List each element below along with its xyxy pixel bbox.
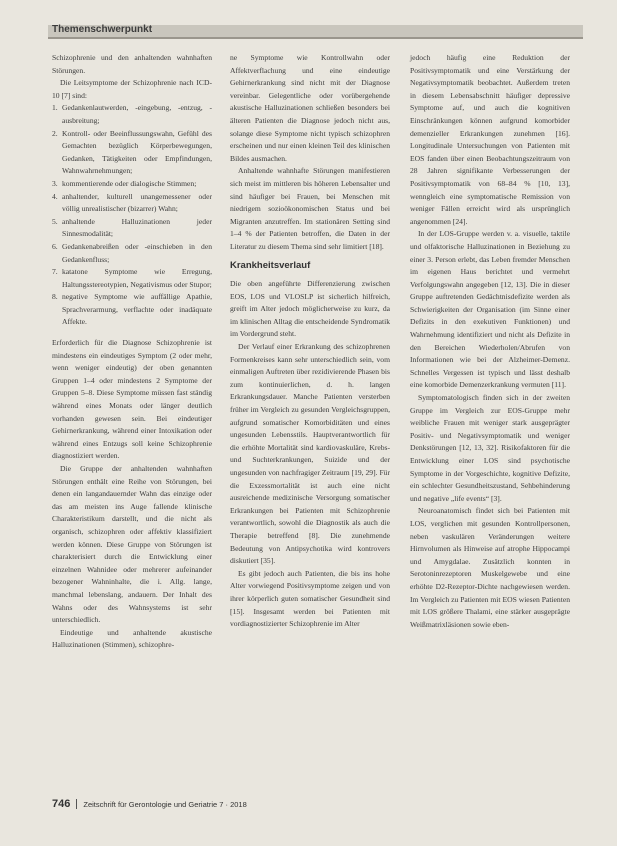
paragraph: Der Verlauf einer Erkrankung des schizophrenen Formenkreises kann sehr unterschiedlich sein, vom einmaligen Auftreten über rezidivierende Phasen bis zum kontinuierlichen, d. h. langen Erkrankungsdauer. Manche Patienten versterben früher im Vergleich zu gesunden Vergleichsgruppen, aufgrund somatischer Komorbiditäten und eines ungesunden Lebensstils. Hauptverantwortlich für die erhöhte Mortalität sind kardiovaskuläre, Krebs- und Suchterkrankungen, Suizide und der ungesunden von nachfragiger Zeitraum [19, 29]. Für die Exzessmortalität ist auch eine nicht ausreichende medizinische Versorgung somatischer Erkrankungen bei Patienten mit Schizophrenie verantwortlich, sowohl die Diagnostik als auch die Therapie betreffend [8]. Die zunehmende Bedeutung von Antipsychotika wird kontrovers diskutiert [35]. — [230, 342, 390, 566]
list-item: 1. Gedankenlautwerden, -eingebung, -entzug, -ausbreitung; — [52, 103, 212, 125]
list-item: 7. katatone Symptome wie Erregung, Haltungsstereotypien, Negativismus oder Stupor; — [52, 267, 212, 289]
list-item: 2. Kontroll- oder Beeinflussungswahn, Gefühl des Gemachten bezüglich Körperbewegungen, Gedanken, Tätigkeiten oder Empfindungen, Wahnwahrnehmungen; — [52, 128, 212, 176]
footer-divider — [76, 799, 77, 809]
paragraph: Symptomatologisch finden sich in der zweiten Gruppe im Vergleich zur EOS-Gruppe mehr weibliche Frauen mit weniger stark ausgeprägter Positiv- und Negativsymptomatik und weniger Denkstörungen [12, 13, 32]. Risikofaktoren für die Entwicklung einer LOS sind psychotische Symptome in der Vorgeschichte, kognitive Defizite, ein schlechter Gesundheitszustand, Sehbehinderung und negative „life events“ [3]. — [410, 393, 570, 503]
text-column-3 — [410, 52, 570, 631]
list-item: 4. anhaltender, kulturell unangemessener oder völlig unrealistischer (bizarrer) Wahn; — [52, 191, 212, 214]
list-item: 5. anhaltende Halluzinationen jeder Sinnesmodalität; — [52, 216, 212, 239]
page-footer — [52, 798, 247, 810]
paragraph: Eindeutige und anhaltende akustische Halluzinationen (Stimmen), schizophre- — [52, 627, 212, 650]
paragraph: Neuroanatomisch findet sich bei Patienten mit LOS, verglichen mit gesunden Kontrollpersonen, neben vaskulären Veränderungen weitere Hirnvolumen als Hinweise auf atrophe Hippocampi und Amygdalae. Zusätzlich konnten in Serotoninrezeptoren Muskelgewebe und eine erhöhte D2-Rezeptor-Dichte nachgewiesen werden. Im Vergleich zu Patienten mit EOS wiesen Patienten mit LOS größere Thalami, eine stärker ausgeprägte Weißmatrixläsionen sowie eben- — [410, 506, 570, 629]
paragraph: jedoch häufig eine Reduktion der Positivsymptomatik und eine Verstärkung der Negativsymptomatik beobachtet. Außerdem treten in diesem Lebensabschnitt häufiger depressive Symptome auf, und auch die kognitiven Einschränkungen können aufgrund komorbider demenzieller Erkrankungen zunehmen [16]. Longitudinale Untersuchungen von Patienten mit EOS fanden über einen Beobachtungszeitraum von 28 Jahren signifikante Verbesserungen der Positivsymptomatik von 68–84 % [10, 13], wenngleich eine symptomatische Remission von weniger Fällen erreicht wird als ursprünglich angenommen [24]. — [410, 53, 570, 226]
paragraph: In der LOS-Gruppe werden v. a. visuelle, taktile und olfaktorische Halluzinationen in Beziehung zu einer 3. Person erlebt, das Leben fremder Menschen im eigenen Haus berichtet und vermehrt Verfolgungswahn angegeben [12, 13]. Die in dieser Gruppe auftretenden Gedächtnisdefizite werden als Schwierigkeiten der Organisation (im Sinne einer Defizits in den exekutiven Funktionen) und Wahrnehmung identifiziert und nicht als Defizite in den Bereichen Wiederholen/Abrufen von Informationen wie bei der Alzheimer-Demenz. Schnelles Vergessen ist typisch und lässt deshalb eine komorbide Demenzerkrankung vermuten [11]. — [410, 229, 570, 390]
paragraph: ne Symptome wie Kontrollwahn oder Affektverflachung und eine eindeutige Gehirnerkrankung sind nicht mit der Diagnose vereinbar. Gelegentliche oder vorübergehende akustische Halluzinationen schließen besonders bei älteren Patienten die Diagnose jedoch nicht aus, solange diese Symptome nicht typisch schizophren erscheinen und nur einen kleinen Teil des klinischen Bildes ausmachen. — [230, 53, 390, 163]
symptom-list — [52, 102, 212, 329]
paragraph: Anhaltende wahnhafte Störungen manifestieren sich meist im mittleren bis höheren Lebensalter und sind häufiger bei Frauen, bei Menschen mit niedrigem sozioökonomischen Status und bei Migranten anzutreffen. Im stationären Setting sind 1–4 % der Patienten betroffen, die Daten in der Literatur zu diesem Thema sind sehr limitiert [18]. — [230, 166, 390, 251]
list-item: 6. Gedankenabreißen oder -einschieben in den Gedankenfluss; — [52, 241, 212, 264]
paragraph: Erforderlich für die Diagnose Schizophrenie ist mindestens ein eindeutiges Symptom (2 oder mehr, wenn weniger eindeutig) der oben genannten Gruppen 1–4 oder mindestens 2 Symptome der Gruppen 5–8. Diese Symptome müssen fast ständig während eines Monats oder länger deutlich vorhanden gewesen sein. Bei eindeutiger Gehirnerkrankung, während einer Intoxikation oder während eines Entzugs soll keine Schizophrenie diagnostiziert werden. — [52, 338, 212, 461]
list-item: 8. negative Symptome wie auffällige Apathie, Sprachverarmung, verflachte oder inadäquate Affekte. — [52, 292, 212, 327]
paragraph: Die Leitsymptome der Schizophrenie nach ICD-10 [7] sind: — [52, 78, 212, 100]
section-header-title: Themenschwerpunkt — [52, 24, 153, 35]
paragraph: Die oben angeführte Differenzierung zwischen EOS, LOS und VLOSLP ist sicherlich hilfreich, greift im Alter jedoch möglicherweise zu kurz, da im klinischen Alltag die entscheidende Syndromatik im Vordergrund steht. — [230, 279, 390, 339]
section-heading: Krankheitsverlauf — [230, 259, 311, 271]
journal-name: Zeitschrift für Gerontologie und Geriatrie 7 · 2018 — [83, 799, 247, 809]
paragraph: Die Gruppe der anhaltenden wahnhaften Störungen enthält eine Reihe von Störungen, bei denen ein langandauernder Wahn das einzige oder das am meisten ins Auge fallende klinische Charakteristikum darstellt, und die nicht als organisch, schizophren oder affektiv klassifiziert werden können. Diese Gruppe von Störungen ist charakterisiert durch die Entwicklung einer einzelnen Wahnidee oder mehrerer aufeinander bezogener Wahninhalte, die i. Allg. lange, manchmal lebenslang, andauern. Der Inhalt des Wahns oder des Wahnsystems ist sehr unterschiedlich. — [52, 464, 212, 625]
page-number: 746 — [52, 798, 71, 810]
paragraph: Es gibt jedoch auch Patienten, die bis ins hohe Alter vorwiegend Positivsymptome zeigen und von ihrer körperlich guten somatischer Gesundheit sind [15]. Insgesamt werden bei Patienten mit vordiagnostizierter Schizophrenie im Alter — [230, 568, 390, 629]
text-column-1 — [52, 52, 212, 652]
text-column-2 — [230, 52, 390, 631]
paragraph: Schizophrenie und den anhaltenden wahnhaften Störungen. — [52, 53, 212, 75]
list-item: 3. kommentierende oder dialogische Stimmen; — [52, 178, 197, 188]
